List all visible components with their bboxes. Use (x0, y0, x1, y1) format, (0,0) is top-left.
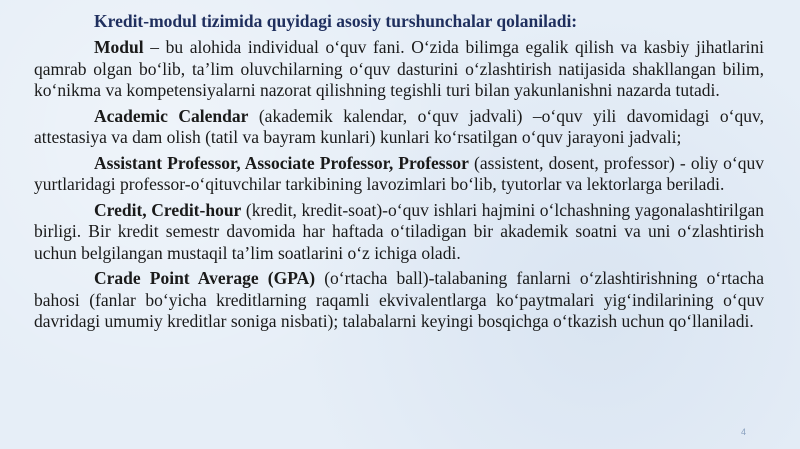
term-definition: (assistent, dosent, professor) - oliy o‘quv yurtlaridagi professor-o‘qituvchilar tarkibining lavozimlari bo‘lib, tyutorlar va lektorlarga beriladi. (34, 152, 764, 194)
paragraph-credit (34, 200, 764, 265)
term-label: Assistant Professor, Associate Professor, Professor (94, 152, 469, 173)
slide-content (34, 10, 764, 337)
term-label: Modul (94, 37, 144, 57)
term-definition: (akademik kalendar, o‘quv jadvali) –o‘quv yili davomidagi o‘quv, attestasiya va dam olish (tatil va bayram kunlari) kunlari ko‘rsatilgan o‘quv jarayoni jadvali; (34, 105, 764, 147)
term-definition: (kredit, kredit-soat)-o‘quv ishlari hajmini o‘lchashning yagonalashtirilgan birligi. Bir kredit semestr davomida har haftada o‘tiladigan bir akademik soatni va uni o‘zlashtirish uchun belgilangan mustaqil ta’lim soatlarini o‘z ichiga oladi. (34, 199, 764, 263)
term-label: Crade Point Average (GPA) (94, 268, 316, 288)
slide-heading: Kredit-modul tizimida quyidagi asosiy turshunchalar qolaniladi: (94, 11, 578, 31)
paragraph-academic-calendar (34, 106, 764, 149)
paragraph-professor (34, 153, 764, 196)
paragraph-gpa (34, 268, 764, 333)
paragraph-modul (34, 37, 764, 102)
term-definition: (o‘rtacha ball)-talabaning fanlarni o‘zlashtirishning o‘rtacha bahosi (fanlar bo‘yicha kreditlarning raqamli ekvivalentlarga ko‘paytmalari yig‘indilarining o‘quv davridagi umumiy kreditlar soniga nisbati); talabalarni keyingi bosqichga o‘tkazish uchun qo‘llaniladi. (34, 268, 764, 331)
page-number: 4 (740, 427, 746, 437)
term-label: Credit, Credit-hour (94, 199, 242, 220)
term-definition: – bu alohida individual o‘quv fani. O‘zida bilimga egalik qilish va kasbiy jihatlarini qamrab olgan bo‘lib, ta’lim oluvchilarning o‘quv dasturini o‘zlashtirish natijasida shakllangan bilim, ko‘nikma va kompetensiyalarni nazorat qilishning tegishli turi bilan yakunlanishni nazarda tutadi. (34, 37, 764, 100)
term-label: Academic Calendar (94, 105, 249, 126)
